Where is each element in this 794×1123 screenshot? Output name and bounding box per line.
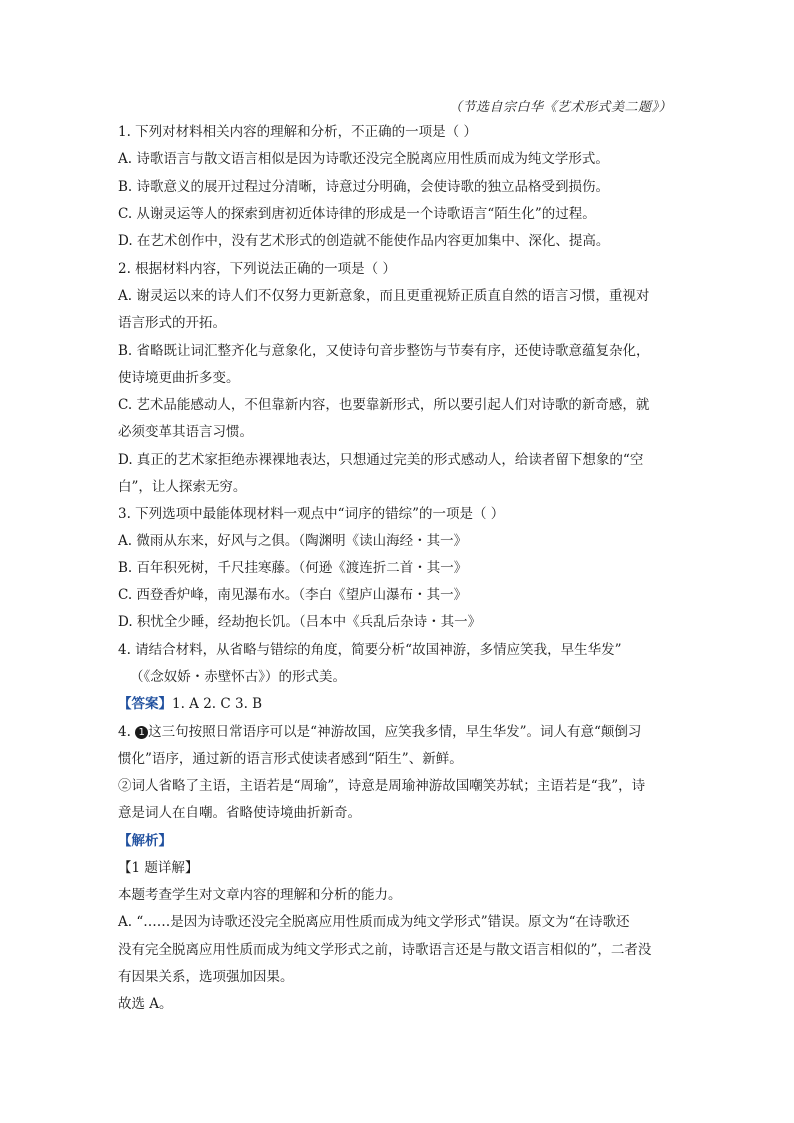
source-citation: （节选自宗白华《艺术形式美二题》） [448,100,672,115]
q4-answer-line-2: 惯化”语序，通过新的语言形式使读者感到“陌生”、新鲜。 [118,751,463,767]
question-line: 4. 请结合材料，从省略与错综的角度，简要分析“故国神游，多情应笑我，早生华发” [118,642,622,658]
question-line: 必须变革其语言习惯。 [118,424,253,440]
question-line: A. 诗歌语言与散文语言相似是因为诗歌还没完全脱离应用性质而成为纯文学形式。 [118,151,609,167]
question-line: C. 艺术品能感动人，不但靠新内容，也要靠新形式，所以要引起人们对诗歌的新奇感，就 [118,397,650,413]
detail-line: A. “……是因为诗歌还没完全脱离应用性质而成为纯文学形式”错误。原文为“在诗歌还 [118,914,630,930]
question-line: （《念奴娇・赤壁怀古》）的形式美。 [130,669,346,685]
question-line: 3. 下列选项中最能体现材料一观点中“词序的错综”的一项是（ ） [118,506,505,522]
q4-text-1: 这三句按照日常语序可以是“神游故国，应笑我多情，早生华发”。词人有意“颠倒习 [148,724,642,740]
question-line: A. 谢灵运以来的诗人们不仅努力更新意象，而且更重视矫正质直自然的语言习惯，重视对 [118,288,650,304]
detail-line: 本题考查学生对文章内容的理解和分析的能力。 [118,887,402,903]
question-line: 语言形式的开拓。 [118,315,226,331]
detail-heading: 【1 题详解】 [118,860,199,876]
question-line: 白”，让人探索无穷。 [118,479,247,495]
question-line: A. 微雨从东来，好风与之俱。（陶渊明《读山海经・其一》 [118,533,468,549]
question-line: 1. 下列对材料相关内容的理解和分析，不正确的一项是（ ） [118,124,477,140]
q4-answer-line-4: 意是词人在自嘲。省略使诗境曲折新奇。 [118,805,361,821]
q4-answer-line-3: ②词人省略了主语，主语若是“周瑜”，诗意是周瑜神游故国嘲笑苏轼；主语若是“我”，诗 [118,778,646,794]
detail-line: 没有完全脱离应用性质而成为纯文学形式之前，诗歌语言还是与散文语言相似的”，二者没 [118,942,652,958]
question-line: D. 在艺术创作中，没有艺术形式的创造就不能使作品内容更加集中、深化、提高。 [118,233,610,249]
question-line: B. 诗歌意义的展开过程过分清晰，诗意过分明确，会使诗歌的独立品格受到损伤。 [118,179,610,195]
question-line: D. 积忧全少睡，经劫抱长饥。（吕本中《兵乱后杂诗・其一》 [118,614,482,630]
question-line: D. 真正的艺术家拒绝赤裸裸地表达，只想通过完美的形式感动人，给读者留下想象的“空 [118,452,644,468]
answer-tag: 【答案】 [118,696,172,712]
answer-text: 1. A 2. C 3. B [172,696,263,712]
question-line: B. 百年积死树，千尺挂寒藤。（何逊《渡连折二首・其一》 [118,560,468,576]
question-line: 2. 根据材料内容，下列说法正确的一项是（ ） [118,261,396,277]
detail-line: 故选 A。 [118,996,173,1012]
detail-line: 有因果关系，选项强加因果。 [118,969,294,985]
question-line: 使诗境更曲折多变。 [118,370,240,386]
question-line: B. 省略既让词汇整齐化与意象化，又使诗句音步整饬与节奏有序，还使诗歌意蕴复杂化， [118,343,650,359]
q4-prefix: 4. [118,724,136,740]
answer-line [118,694,678,714]
analysis-heading: 【解析】 [118,833,172,849]
q4-answer-line-1 [118,722,678,742]
question-line: C. 西登香炉峰，南见瀑布水。（李白《望庐山瀑布・其一》 [118,587,468,603]
circled-number-icon: 1 [135,726,148,739]
question-line: C. 从谢灵运等人的探索到唐初近体诗律的形成是一个诗歌语言“陌生化”的过程。 [118,206,596,222]
